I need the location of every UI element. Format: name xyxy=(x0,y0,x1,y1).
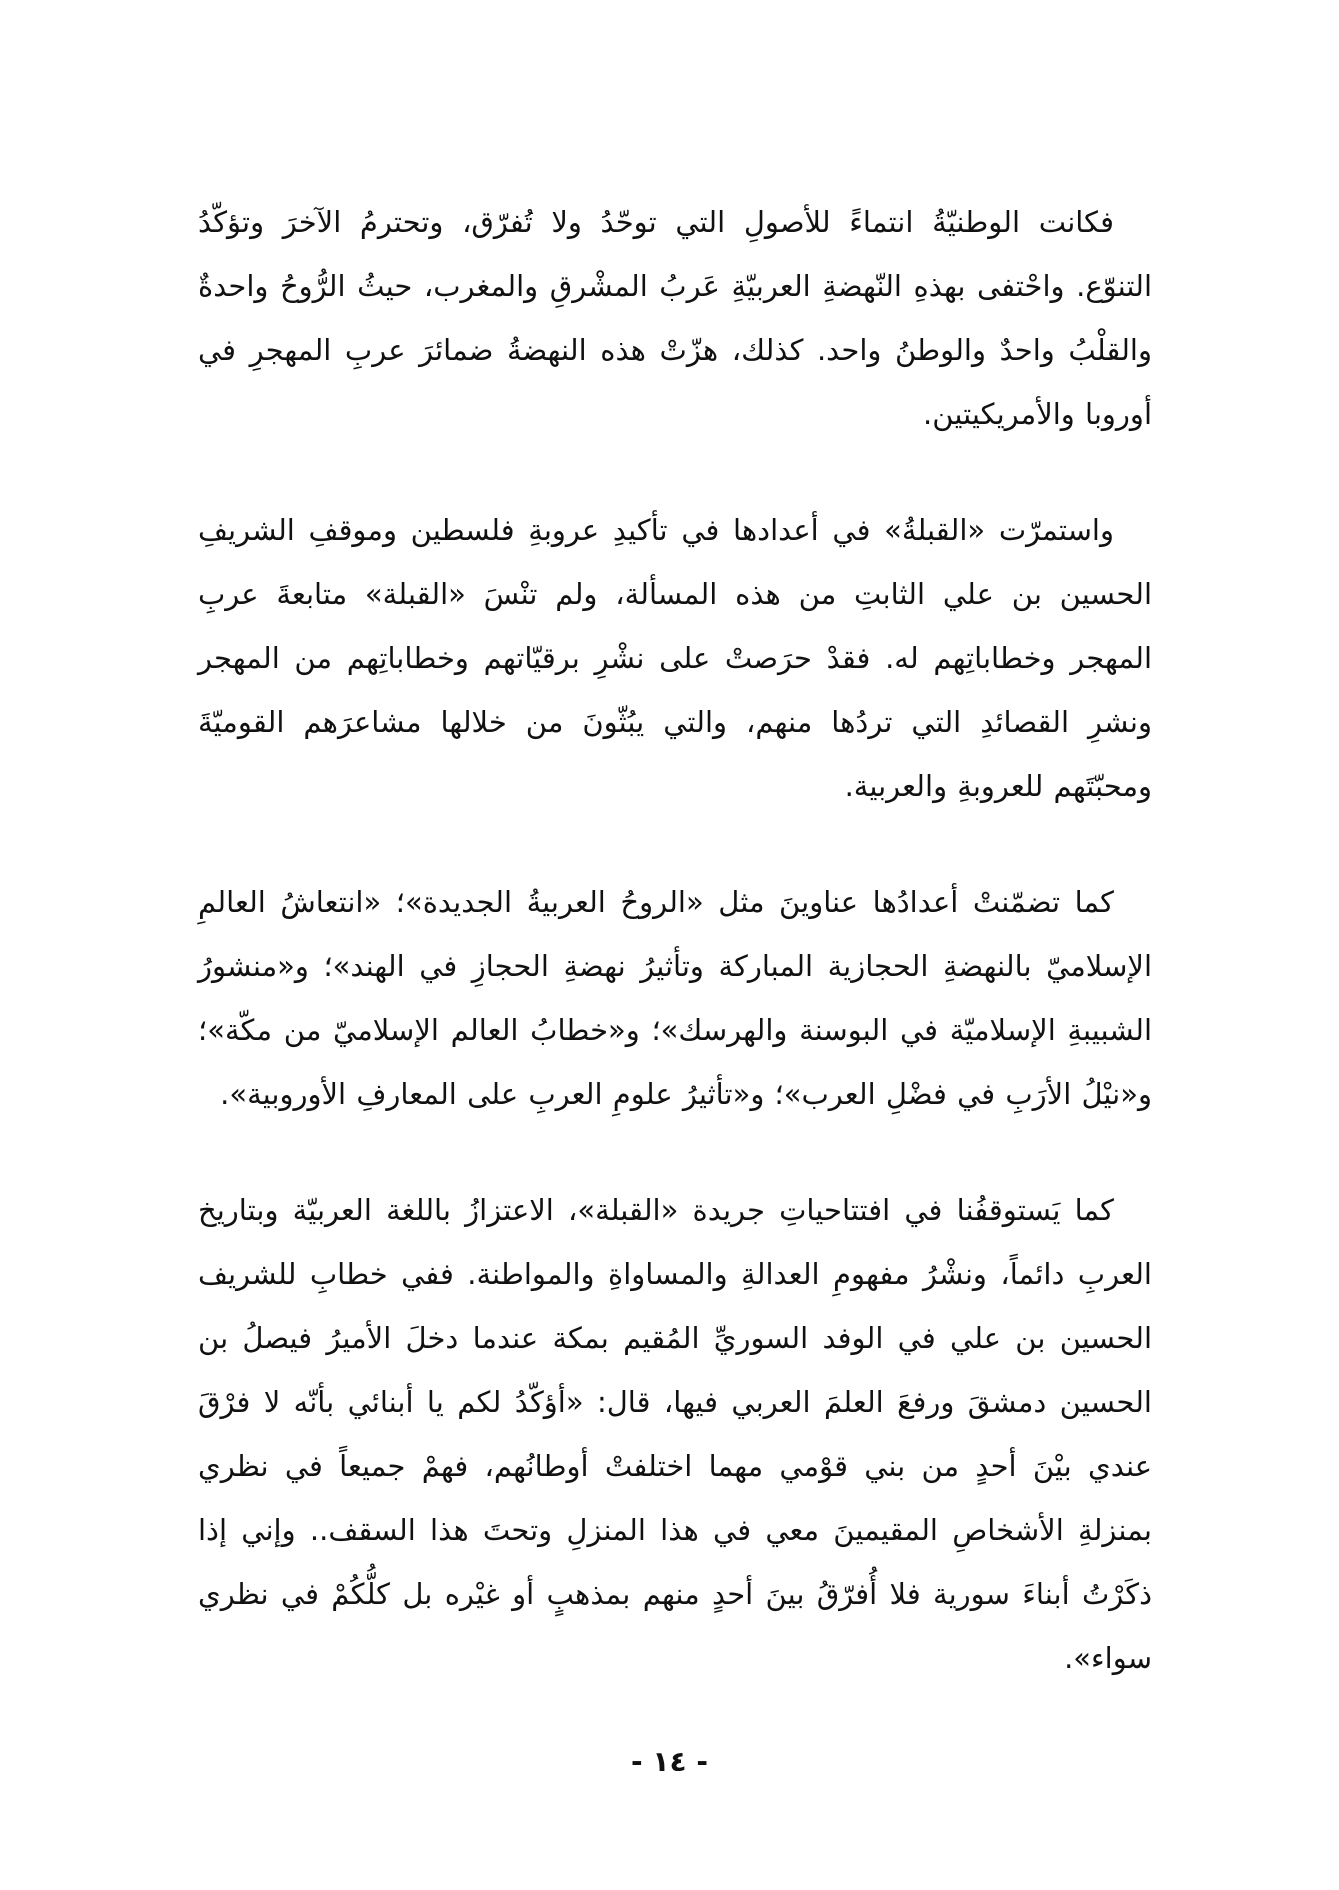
paragraph-national-identity: فكانت الوطنيّةُ انتماءً للأصولِ التي توحّدُ ولا تُفرّق، وتحترمُ الآخرَ وتؤكّدُ التنوّع. واحْتفى بهذهِ النّهضةِ العربيّةِ عَربُ المشْرقِ والمغرب، حيثُ الرُّوحُ واحدةٌ والقلْبُ واحدٌ والوطنُ واحد. كذلك، هزّتْ هذه النهضةُ ضمائرَ عربِ المهجرِ في أوروبا والأمريكيتين. xyxy=(198,205,1152,431)
paragraph-editorial-quote: كما يَستوقفُنا في افتتاحياتِ جريدة «القبلة»، الاعتزازُ باللغة العربيّة وبتاريخ العربِ دائماً، ونشْرُ مفهومِ العدالةِ والمساواةِ والمواطنة. ففي خطابِ للشريف الحسين بن علي في الوفد السوريِّ المُقيم بمكة عندما دخلَ الأميرُ فيصلُ بن الحسين دمشقَ ورفعَ العلمَ العربي فيها، قال: «أؤكّدُ لكم يا أبنائي بأنّه لا فرْقَ عندي بيْنَ أحدٍ من بني قوْمي مهما اختلفتْ أوطانُهم، فهمْ جميعاً في نظري بمنزلةِ الأشخاصِ المقيمينَ معي في هذا المنزلِ وتحتَ هذا السقف.. وإني إذا ذكَرْتُ أبناءَ سورية فلا أُفرّقُ بينَ أحدٍ منهم بمذهبٍ أو غيْره بل كلُّكُمْ في نظري سواء». xyxy=(198,1193,1152,1675)
paragraph-qibla-palestine: واستمرّت «القبلةُ» في أعدادها في تأكيدِ عروبةِ فلسطين وموقفِ الشريفِ الحسين بن علي الثابتِ من هذه المسألة، ولم تنْسَ «القبلة» متابعةَ عربِ المهجر وخطاباتِهم له. فقدْ حرَصتْ على نشْرِ برقيّاتهم وخطاباتِهم من المهجر ونشرِ القصائدِ التي تردُها منهم، والتي يبُثّونَ من خلالها مشاعرَهم القوميّةَ ومحبّتَهم للعروبةِ والعربية. xyxy=(198,513,1152,803)
paragraph-issue-headlines: كما تضمّنتْ أعدادُها عناوينَ مثل «الروحُ العربيةُ الجديدة»؛ «انتعاشُ العالمِ الإسلاميّ بالنهضةِ الحجازية المباركة وتأثيرُ نهضةِ الحجازِ في الهند»؛ و«منشورُ الشبيبةِ الإسلاميّة في البوسنة والهرسك»؛ و«خطابُ العالم الإسلاميّ من مكّة»؛ و«نيْلُ الأرَبِ في فضْلِ العرب»؛ و«تأثيرُ علومِ العربِ على المعارفِ الأوروبية». xyxy=(198,885,1152,1111)
page-number: - ١٤ - xyxy=(631,1745,708,1778)
body-text xyxy=(198,190,1152,1690)
